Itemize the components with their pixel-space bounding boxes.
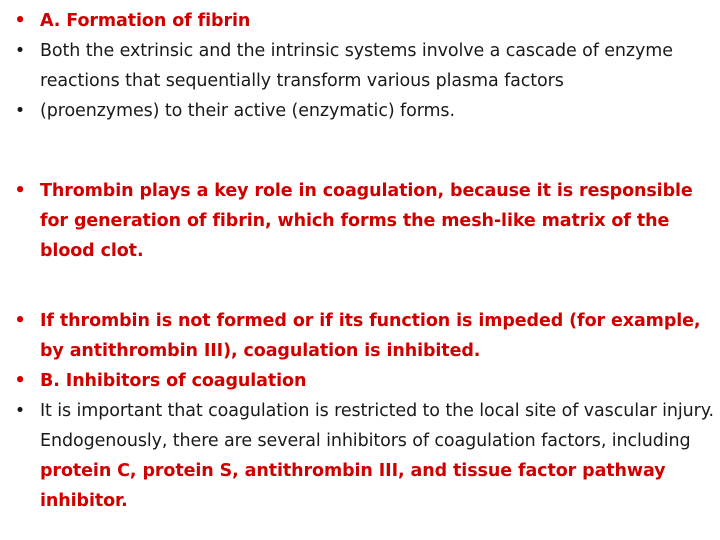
bullet-dot: •: [14, 101, 26, 121]
bullet-dot: •: [14, 311, 26, 331]
bullet-item: [0, 366, 720, 396]
bullet-heading-formation-of-fibrin: A. Formation of fibrin: [40, 11, 251, 31]
bullet-dot: •: [14, 401, 26, 421]
bullet-item: [0, 306, 720, 366]
bullet-text: Both the extrinsic and the intrinsic systems involve a cascade of enzyme reactions that sequentially transform various plasma factors: [40, 41, 673, 91]
bullet-item: [0, 36, 720, 96]
bullet-group-thrombin: [0, 176, 720, 266]
bullet-heading-inhibitors: B. Inhibitors of coagulation: [40, 371, 307, 391]
bullet-dot: •: [14, 371, 26, 391]
bullet-item: [0, 6, 720, 36]
bullet-text: It is important that coagulation is restricted to the local site of vascular injury. Endogenously, there are several inhibitors of coagulation factors, including: [40, 401, 714, 451]
bullet-dot: •: [14, 41, 26, 61]
bullet-text: (proenzymes) to their active (enzymatic) forms.: [40, 101, 455, 121]
bullet-item: [0, 176, 720, 266]
bullet-text-thrombin-inhibited: If thrombin is not formed or if its function is impeded (for example, by antithrombin III), coagulation is inhibited.: [40, 311, 701, 361]
bullet-item: [0, 96, 720, 126]
bullet-group-inhibitors: [0, 306, 720, 516]
highlighted-inhibitors: protein C, protein S, antithrombin III, and tissue factor pathway inhibitor.: [40, 461, 666, 511]
bullet-group-formation: [0, 6, 720, 126]
bullet-item: [0, 396, 720, 516]
bullet-dot: •: [14, 11, 26, 31]
bullet-text-thrombin-role: Thrombin plays a key role in coagulation, because it is responsible for generation of fibrin, which forms the mesh-like matrix of the blood clot.: [40, 181, 693, 261]
bullet-dot: •: [14, 181, 26, 201]
